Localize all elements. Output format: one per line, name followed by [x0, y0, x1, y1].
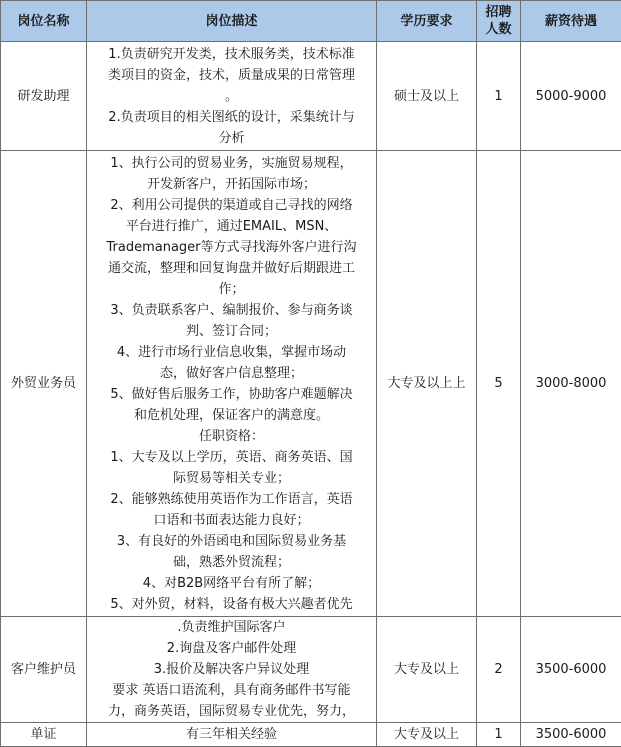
salary-cell: 3000-8000	[521, 151, 621, 617]
table-row	[1, 151, 621, 617]
description-line: 判、签订合同；	[91, 321, 372, 342]
education-cell: 大专及以上上	[377, 151, 477, 617]
description-line: 际贸易等相关专业；	[91, 468, 372, 489]
description-line: .负责维护国际客户	[91, 617, 372, 638]
description-line: 要求 英语口语流利，具有商务邮件书写能	[91, 680, 372, 701]
header-description: 岗位描述	[87, 1, 377, 42]
description-line: 口语和书面表达能力良好；	[91, 510, 372, 531]
description-line: 2.负责项目的相关图纸的设计，采集统计与	[91, 107, 372, 128]
description-line: 任职资格：	[91, 426, 372, 447]
table-row	[1, 723, 621, 747]
description-line: 通交流，整理和回复询盘并做好后期跟进工	[91, 258, 372, 279]
headcount-cell: 2	[477, 617, 521, 723]
education-cell: 大专及以上	[377, 617, 477, 723]
table-row	[1, 617, 621, 723]
position-cell: 研发助理	[1, 42, 87, 151]
description-line: 分析	[91, 128, 372, 149]
description-line: 3.报价及解决客户异议处理	[91, 659, 372, 680]
headcount-cell: 1	[477, 42, 521, 151]
description-line: 5、对外贸，材料，设备有极大兴趣者优先	[91, 594, 372, 615]
description-line: 2、能够熟练使用英语作为工作语言，英语	[91, 489, 372, 510]
header-headcount: 招聘人数	[477, 1, 521, 42]
description-line: 有三年相关经验	[91, 726, 372, 744]
table-row	[1, 42, 621, 151]
description-cell	[87, 42, 377, 151]
description-line: 。	[91, 86, 372, 107]
description-line: 3、负责联系客户、编制报价、参与商务谈	[91, 300, 372, 321]
description-line: 2、利用公司提供的渠道或自己寻找的网络	[91, 195, 372, 216]
description-cell	[87, 723, 377, 747]
description-line: 3、有良好的外语函电和国际贸易业务基	[91, 531, 372, 552]
headcount-cell: 1	[477, 723, 521, 747]
headcount-cell: 5	[477, 151, 521, 617]
position-cell: 客户维护员	[1, 617, 87, 723]
description-line: 础，熟悉外贸流程；	[91, 552, 372, 573]
description-line: 和危机处理，保证客户的满意度。	[91, 405, 372, 426]
header-education: 学历要求	[377, 1, 477, 42]
header-position: 岗位名称	[1, 1, 87, 42]
description-line: 力，商务英语，国际贸易专业优先，努力，	[91, 701, 372, 722]
description-line: Trademanager等方式寻找海外客户进行沟	[91, 237, 372, 258]
description-line: 4、进行市场行业信息收集，掌握市场动	[91, 342, 372, 363]
description-cell	[87, 617, 377, 723]
description-line: 4、对B2B网络平台有所了解；	[91, 573, 372, 594]
education-cell: 硕士及以上	[377, 42, 477, 151]
education-cell: 大专及以上	[377, 723, 477, 747]
description-line: 态，做好客户信息整理；	[91, 363, 372, 384]
description-line: 开发新客户，开拓国际市场；	[91, 174, 372, 195]
description-line: 5、做好售后服务工作，协助客户难题解决	[91, 384, 372, 405]
description-line: 作；	[91, 279, 372, 300]
salary-cell: 3500-6000	[521, 617, 621, 723]
table-header-row	[1, 1, 621, 42]
salary-cell: 5000-9000	[521, 42, 621, 151]
description-line: 1、执行公司的贸易业务，实施贸易规程，	[91, 153, 372, 174]
position-cell: 单证	[1, 723, 87, 747]
description-line: 平台进行推广，通过EMAIL、MSN、	[91, 216, 372, 237]
description-line: 类项目的资金，技术，质量成果的日常管理	[91, 65, 372, 86]
description-line: 1.负责研究开发类，技术服务类，技术标准	[91, 44, 372, 65]
position-cell: 外贸业务员	[1, 151, 87, 617]
description-line: 1、大专及以上学历，英语、商务英语、国	[91, 447, 372, 468]
description-cell	[87, 151, 377, 617]
salary-cell: 3500-6000	[521, 723, 621, 747]
header-salary: 薪资待遇	[521, 1, 621, 42]
description-line: 2.询盘及客户邮件处理	[91, 638, 372, 659]
